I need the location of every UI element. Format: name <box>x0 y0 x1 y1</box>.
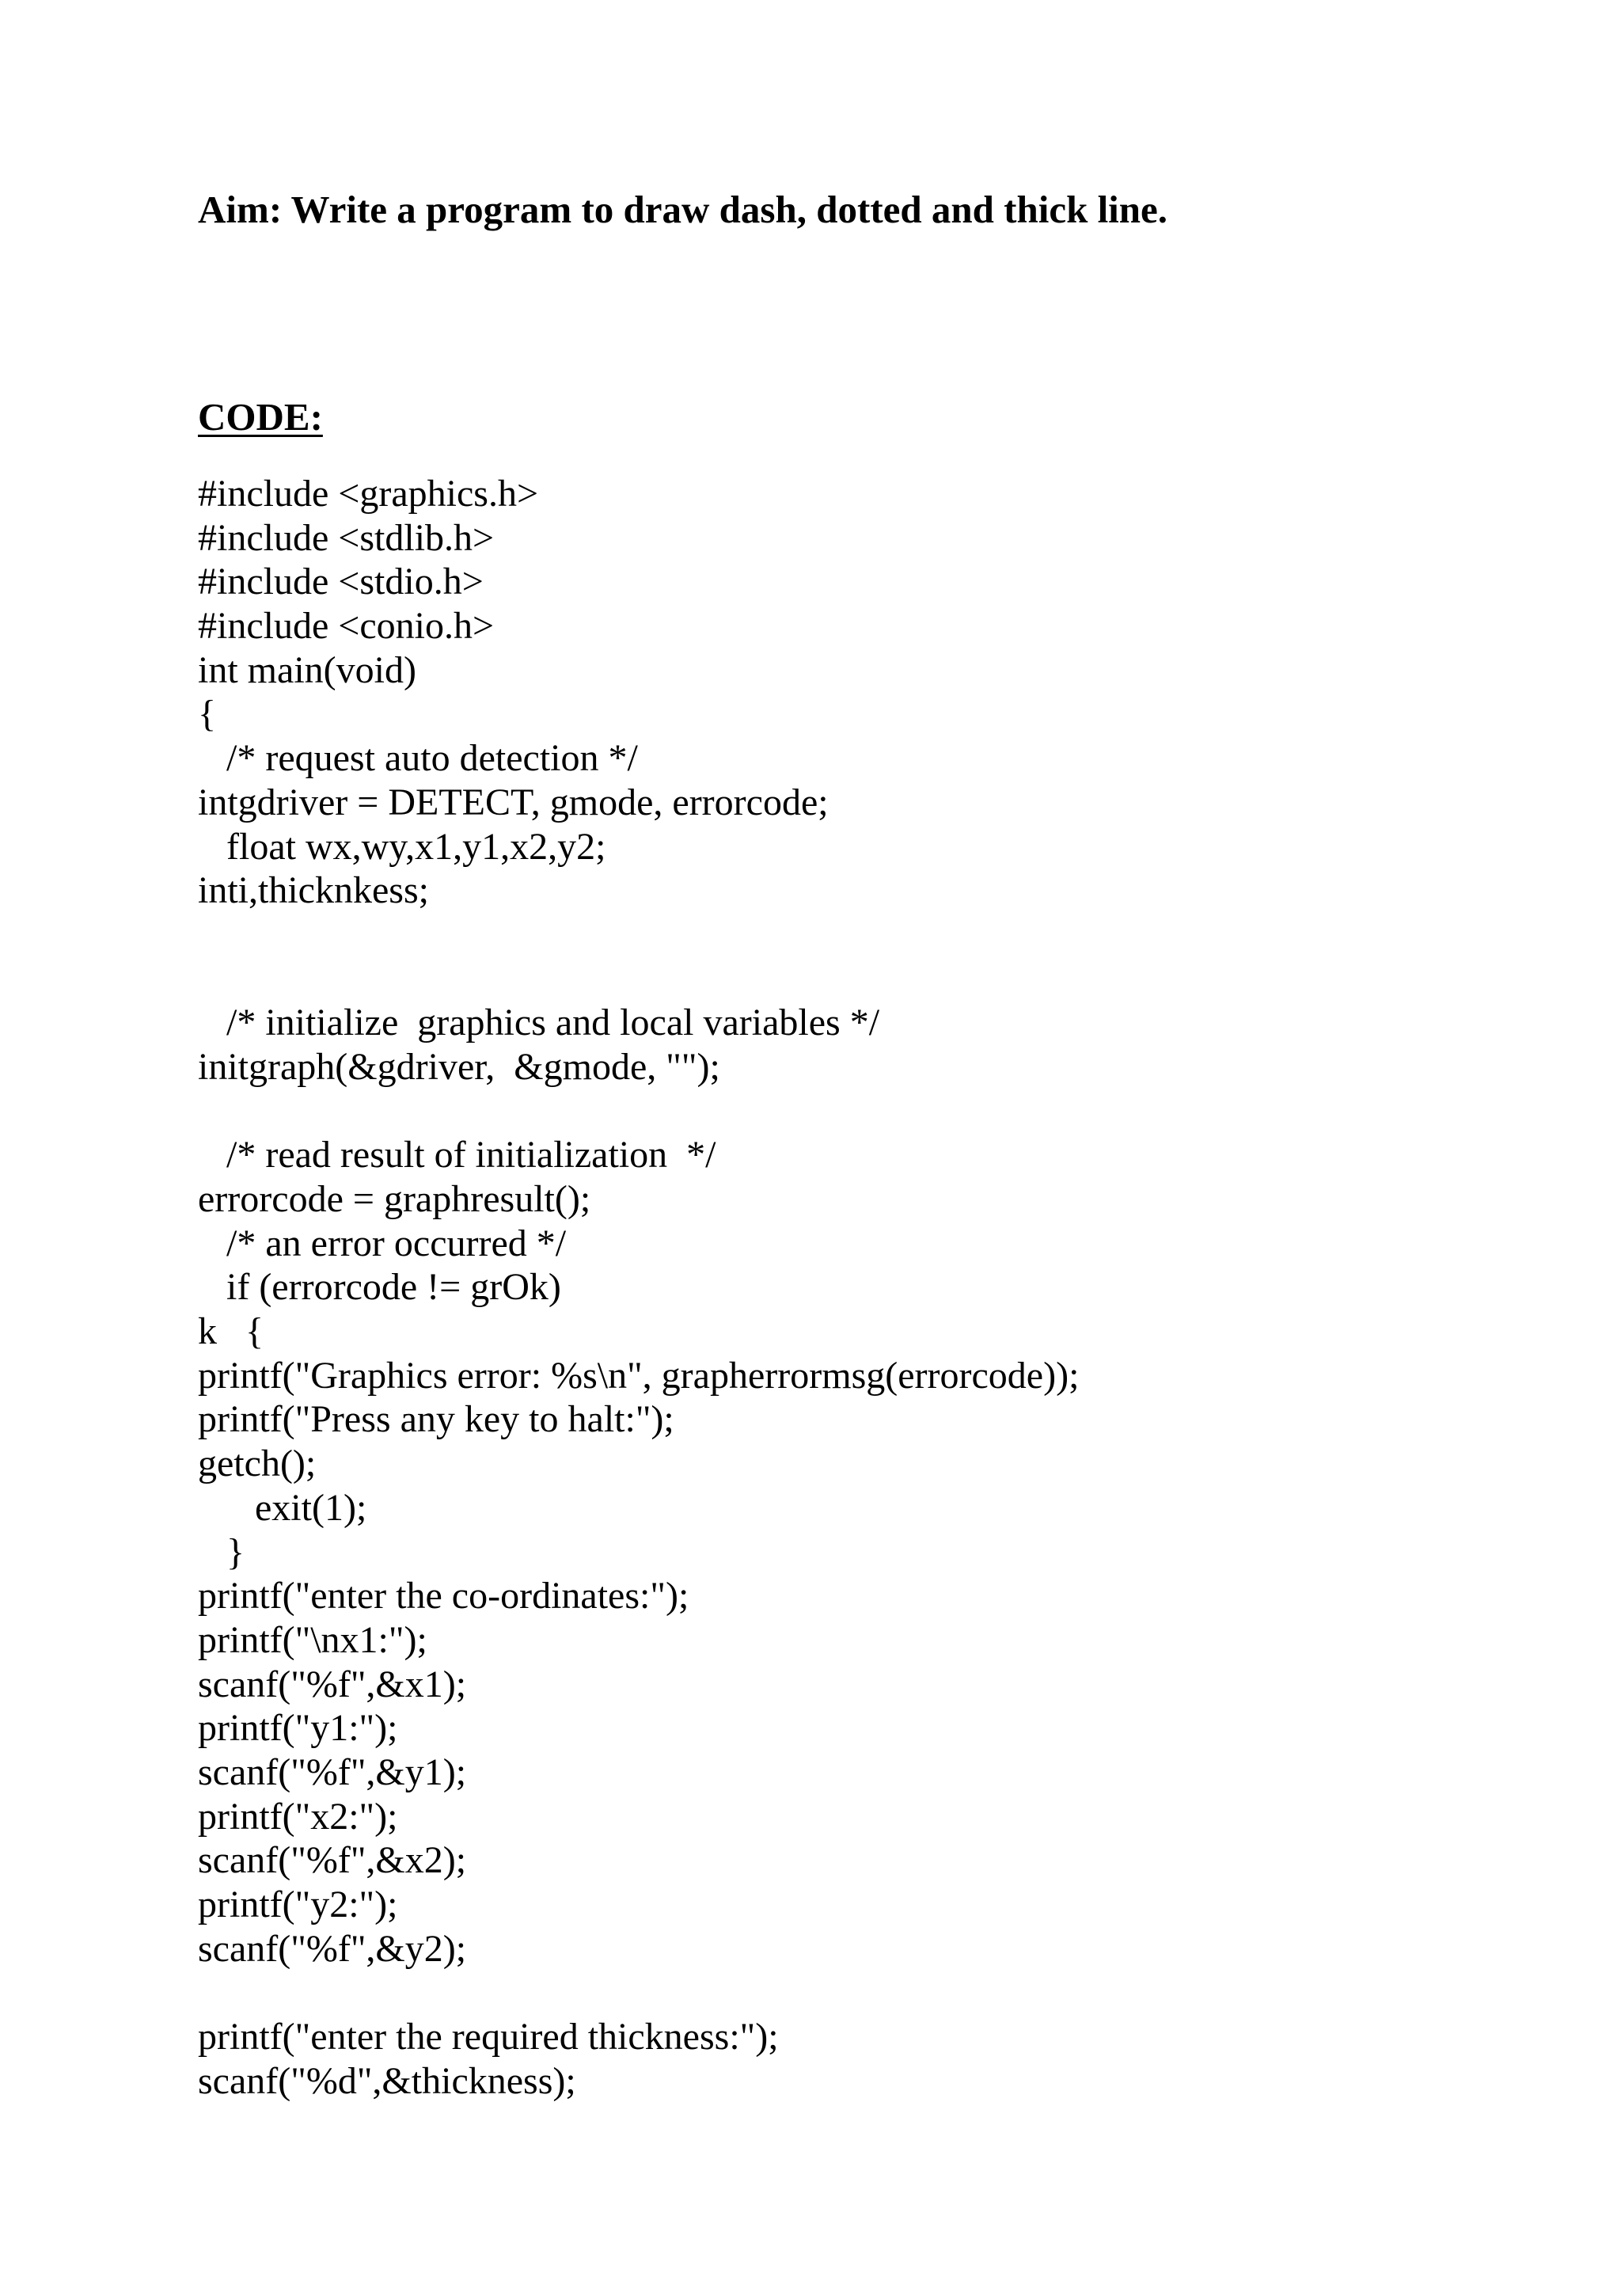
code-line: printf("Press any key to halt:"); <box>198 1398 674 1441</box>
code-line: } <box>198 1530 245 1573</box>
code-line: #include <stdlib.h> <box>198 516 495 559</box>
code-line: printf("Graphics error: %s\n", grapherrormsg(errorcode)); <box>198 1354 1080 1397</box>
code-line: scanf("%d",&thickness); <box>198 2059 576 2102</box>
code-line: getch(); <box>198 1443 317 1485</box>
code-listing <box>198 472 1079 2103</box>
code-line: scanf("%f",&x1); <box>198 1663 467 1705</box>
code-line: printf("y1:"); <box>198 1707 398 1750</box>
code-line <box>198 1089 1079 1134</box>
code-line: /* an error occurred */ <box>198 1222 567 1264</box>
code-line: initgraph(&gdriver, &gmode, ""); <box>198 1045 720 1088</box>
code-line: #include <conio.h> <box>198 605 495 648</box>
code-line: printf("enter the co-ordinates:"); <box>198 1575 689 1617</box>
code-line <box>198 1971 1079 2015</box>
code-line: if (errorcode != grOk) <box>198 1266 561 1309</box>
code-line: float wx,wy,x1,y1,x2,y2; <box>198 825 606 868</box>
code-line: printf("\nx1:"); <box>198 1618 427 1661</box>
code-line: inti,thicknkess; <box>198 869 429 912</box>
code-line: errorcode = graphresult(); <box>198 1178 591 1220</box>
code-line <box>198 913 1079 957</box>
code-line: /* request auto detection */ <box>198 737 638 780</box>
code-heading: CODE: <box>198 395 323 439</box>
code-line <box>198 957 1079 1002</box>
code-line: printf("y2:"); <box>198 1884 398 1925</box>
code-line: { <box>198 693 217 736</box>
code-line: scanf("%f",&x2); <box>198 1839 467 1882</box>
code-line: printf("x2:"); <box>198 1795 398 1838</box>
code-line: k { <box>198 1310 264 1353</box>
code-line: exit(1); <box>198 1486 367 1529</box>
code-line: intgdriver = DETECT, gmode, errorcode; <box>198 781 829 823</box>
code-line: #include <stdio.h> <box>198 561 484 603</box>
code-line: int main(void) <box>198 648 416 691</box>
code-line: /* initialize graphics and local variables */ <box>198 1002 880 1044</box>
aim-heading: Aim: Write a program to draw dash, dotted and thick line. <box>198 188 1168 231</box>
code-line: printf("enter the required thickness:"); <box>198 2016 779 2058</box>
code-line: scanf("%f",&y1); <box>198 1751 467 1793</box>
code-line: scanf("%f",&y2); <box>198 1927 467 1970</box>
code-line: #include <graphics.h> <box>198 473 539 515</box>
code-line: /* read result of initialization */ <box>198 1134 716 1177</box>
